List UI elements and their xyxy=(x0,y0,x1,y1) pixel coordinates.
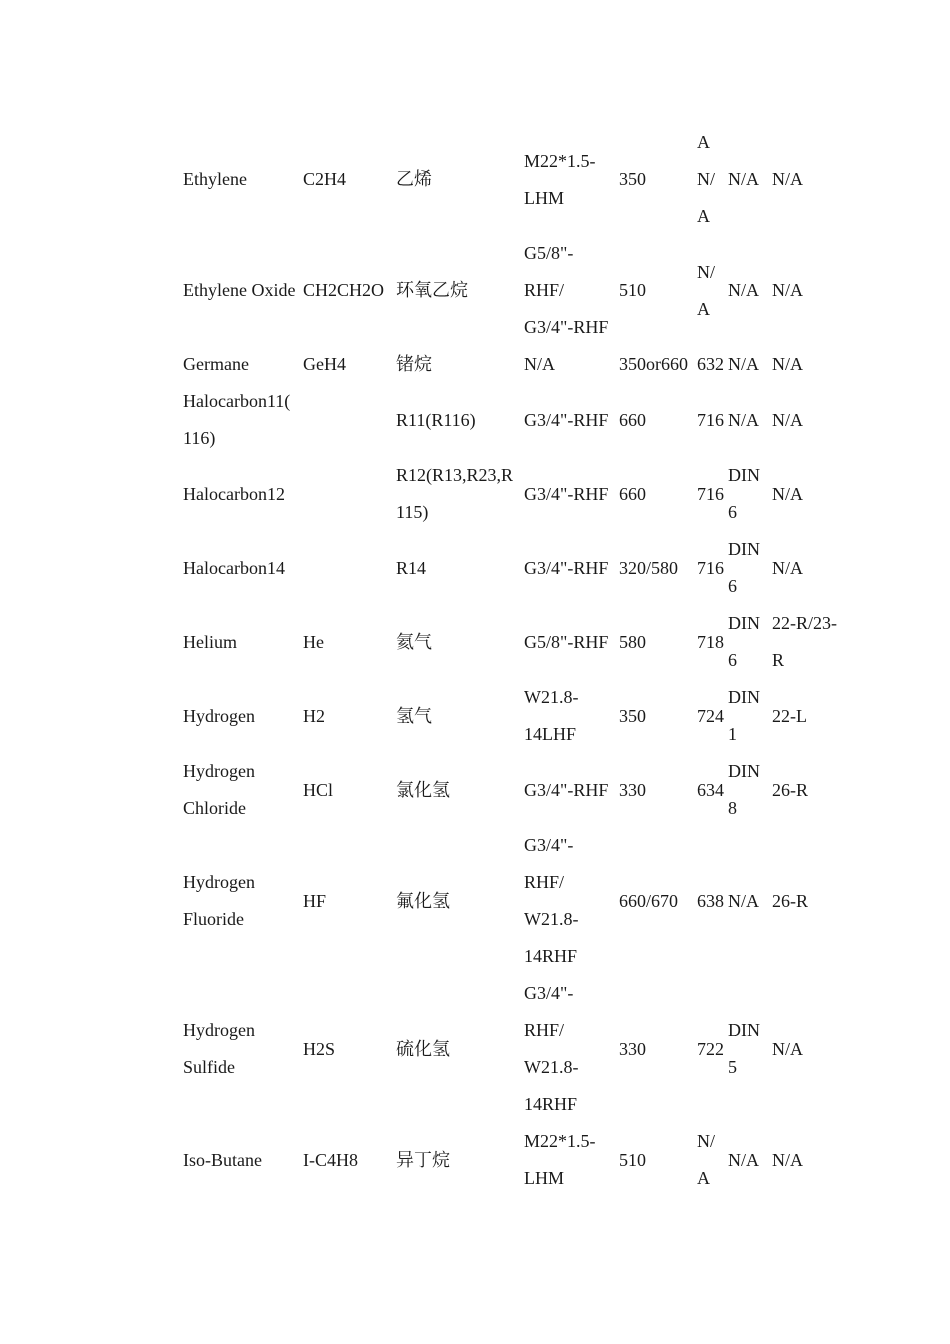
gas-col7: DIN 1 xyxy=(728,687,760,744)
gas-col6: 718 xyxy=(697,631,724,652)
gas-connection-table xyxy=(183,124,852,1197)
gas-chinese-name: 锗烷 xyxy=(396,354,432,374)
gas-cga: 350or660 xyxy=(619,354,688,374)
gas-cga: 510 xyxy=(619,1149,646,1170)
gas-formula: GeH4 xyxy=(303,354,346,374)
gas-cga: 580 xyxy=(619,631,646,652)
gas-col6: 638 xyxy=(697,890,724,911)
gas-connection: G3/4"- RHF/ W21.8- 14RHF xyxy=(524,835,579,966)
gas-name: Halocarbon14 xyxy=(183,557,285,578)
gas-col7: DIN 6 xyxy=(728,465,760,522)
gas-col6: N/ A xyxy=(697,261,715,319)
gas-formula: He xyxy=(303,631,324,652)
gas-col8: N/A xyxy=(772,557,803,578)
gas-formula xyxy=(303,457,396,531)
gas-connection: M22*1.5- LHM xyxy=(524,1131,596,1188)
gas-chinese-name: R12(R13,R23,R 115) xyxy=(396,465,514,522)
gas-connection: G3/4"-RHF xyxy=(524,557,609,578)
table-row xyxy=(183,346,852,383)
gas-col6: 716 xyxy=(697,557,724,578)
gas-col8: 22-R/23- R xyxy=(772,613,837,670)
gas-chinese-name: R14 xyxy=(396,557,427,578)
gas-connection: G5/8"-RHF xyxy=(524,631,609,652)
table-row xyxy=(183,383,852,457)
gas-col8: 26-R xyxy=(772,779,808,800)
gas-name: Hydrogen xyxy=(183,705,255,726)
table-row xyxy=(183,235,852,346)
gas-cga: 660 xyxy=(619,409,646,430)
gas-col6: 716 xyxy=(697,483,724,504)
gas-formula: H2S xyxy=(303,1038,336,1059)
gas-name: Hydrogen Fluoride xyxy=(183,872,255,929)
gas-name: Germane xyxy=(183,354,249,374)
table-row xyxy=(183,679,852,753)
gas-col8: N/A xyxy=(772,1038,803,1059)
gas-col8: N/A xyxy=(772,1149,803,1170)
gas-formula: H2 xyxy=(303,705,325,726)
table-row xyxy=(183,531,852,605)
gas-cga: 320/580 xyxy=(619,557,679,578)
gas-formula: I-C4H8 xyxy=(303,1149,358,1170)
gas-name: Hydrogen Chloride xyxy=(183,761,255,818)
gas-name: Ethylene Oxide xyxy=(183,280,296,300)
gas-chinese-name: 异丁烷 xyxy=(396,1149,450,1170)
gas-col8: N/A xyxy=(772,483,803,504)
gas-col7: N/A xyxy=(728,890,759,911)
gas-connection: G3/4"- RHF/ W21.8- 14RHF xyxy=(524,983,579,1114)
gas-col8: 26-R xyxy=(772,890,808,911)
gas-chinese-name: 环氧乙烷 xyxy=(396,280,468,300)
gas-col6: 722 xyxy=(697,1038,724,1059)
gas-col7: DIN 6 xyxy=(728,539,760,596)
gas-connection: N/A xyxy=(524,354,555,374)
gas-chinese-name: 氢气 xyxy=(396,705,432,726)
gas-connection: G3/4"-RHF xyxy=(524,779,609,800)
gas-chinese-name: 硫化氢 xyxy=(396,1038,450,1059)
gas-formula: CH2CH2O xyxy=(303,280,385,300)
gas-col6: 632 xyxy=(697,354,724,374)
gas-col7: N/A xyxy=(728,354,759,374)
gas-cga: 660 xyxy=(619,483,646,504)
gas-col6: N/ A xyxy=(697,1131,715,1188)
gas-col6: 634 xyxy=(697,779,724,800)
gas-cga: 350 xyxy=(619,705,646,726)
gas-chinese-name: 氯化氢 xyxy=(396,779,450,800)
gas-col7: N/A xyxy=(728,1149,759,1170)
gas-col8: N/A xyxy=(772,409,803,430)
gas-connection: M22*1.5- LHM xyxy=(524,150,596,208)
gas-col8: N/A xyxy=(772,354,803,374)
gas-cga: 510 xyxy=(619,280,646,300)
table-row xyxy=(183,753,852,827)
gas-chinese-name: 乙烯 xyxy=(396,169,432,189)
gas-formula: C2H4 xyxy=(303,169,347,189)
gas-formula: HF xyxy=(303,890,327,911)
gas-formula xyxy=(303,531,396,605)
table-row xyxy=(183,457,852,531)
gas-name: Halocarbon12 xyxy=(183,483,285,504)
gas-col7: DIN 5 xyxy=(728,1020,760,1077)
table-row xyxy=(183,1123,852,1197)
gas-connection: G3/4"-RHF xyxy=(524,483,609,504)
gas-col6: A N/ A xyxy=(697,132,715,226)
gas-col8: N/A xyxy=(772,280,803,300)
gas-cga: 330 xyxy=(619,1038,646,1059)
table-row xyxy=(183,827,852,975)
gas-cga: 350 xyxy=(619,169,646,189)
gas-col7: N/A xyxy=(728,280,759,300)
gas-col7: N/A xyxy=(728,169,759,189)
gas-cga: 660/670 xyxy=(619,890,679,911)
gas-col7: DIN 6 xyxy=(728,613,760,670)
gas-chinese-name: R11(R116) xyxy=(396,409,476,430)
table-row xyxy=(183,124,852,235)
gas-col6: 724 xyxy=(697,705,724,726)
gas-col8: 22-L xyxy=(772,705,807,726)
table-row xyxy=(183,605,852,679)
gas-formula xyxy=(303,383,396,457)
table-row xyxy=(183,975,852,1123)
gas-name: Hydrogen Sulfide xyxy=(183,1020,255,1077)
gas-col8: N/A xyxy=(772,169,803,189)
gas-connection: G3/4"-RHF xyxy=(524,409,609,430)
gas-name: Halocarbon11( 116) xyxy=(183,391,291,448)
gas-cga: 330 xyxy=(619,779,646,800)
gas-name: Helium xyxy=(183,631,237,652)
gas-col7: DIN 8 xyxy=(728,761,760,818)
gas-col6: 716 xyxy=(697,409,724,430)
gas-chinese-name: 氦气 xyxy=(396,631,432,652)
gas-formula: HCl xyxy=(303,779,334,800)
gas-chinese-name: 氟化氢 xyxy=(396,890,450,911)
gas-col7: N/A xyxy=(728,409,759,430)
gas-name: Iso-Butane xyxy=(183,1149,262,1170)
gas-connection: W21.8- 14LHF xyxy=(524,687,579,744)
gas-connection: G5/8"- RHF/ G3/4"-RHF xyxy=(524,243,609,337)
gas-name: Ethylene xyxy=(183,169,247,189)
